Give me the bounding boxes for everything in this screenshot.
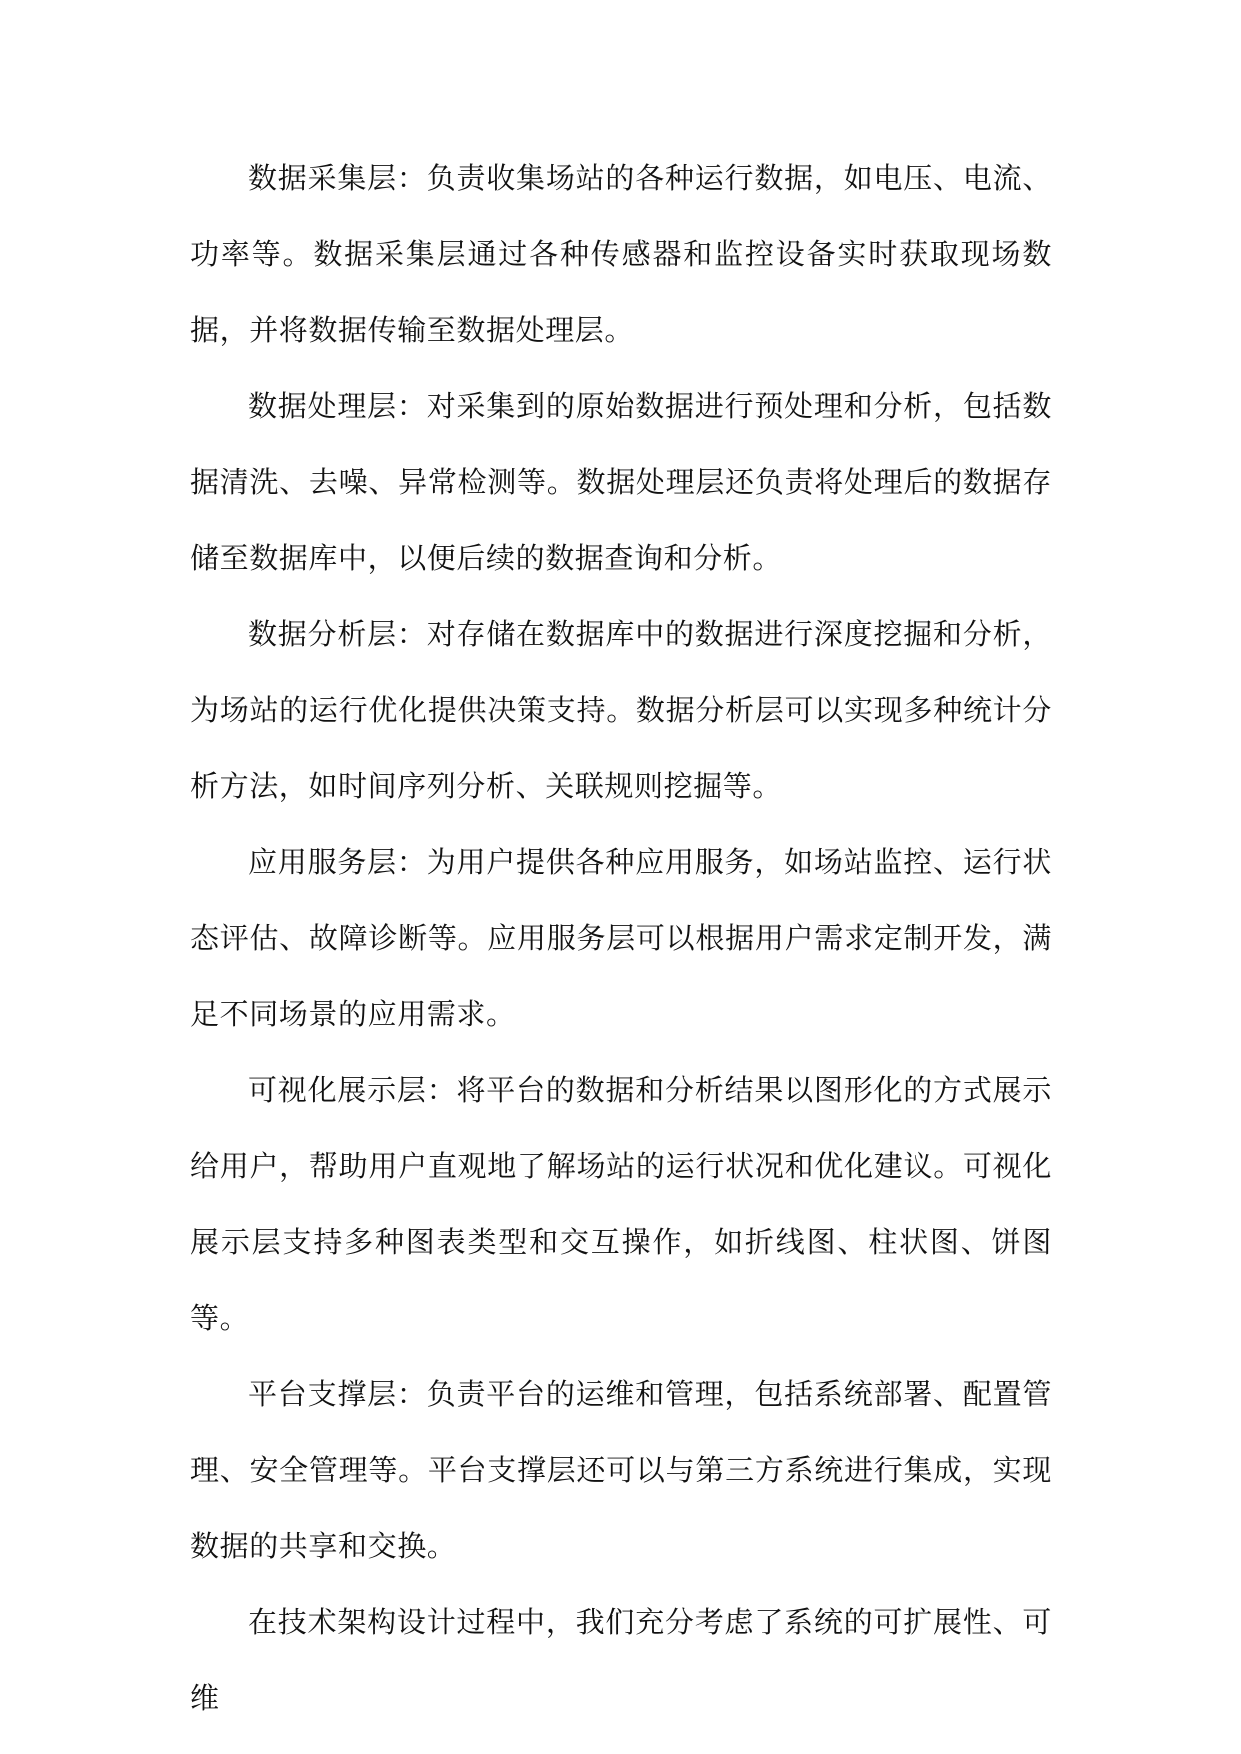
paragraph-visualization-layer: 可视化展示层：将平台的数据和分析结果以图形化的方式展示给用户，帮助用户直观地了解场站的运行状况和优化建议。可视化展示层支持多种图表类型和交互操作，如折线图、柱状图、饼图等。	[190, 1073, 1052, 1335]
document-body	[190, 140, 1052, 1736]
paragraph-data-collection-layer: 数据采集层：负责收集场站的各种运行数据，如电压、电流、功率等。数据采集层通过各种传感器和监控设备实时获取现场数据，并将数据传输至数据处理层。	[190, 161, 1052, 347]
paragraph-architecture-design: 在技术架构设计过程中，我们充分考虑了系统的可扩展性、可维	[190, 1605, 1052, 1715]
paragraph-data-processing-layer: 数据处理层：对采集到的原始数据进行预处理和分析，包括数据清洗、去噪、异常检测等。数据处理层还负责将处理后的数据存储至数据库中，以便后续的数据查询和分析。	[190, 389, 1052, 575]
paragraph-application-service-layer: 应用服务层：为用户提供各种应用服务，如场站监控、运行状态评估、故障诊断等。应用服务层可以根据用户需求定制开发，满足不同场景的应用需求。	[190, 845, 1052, 1031]
paragraph-data-analysis-layer: 数据分析层：对存储在数据库中的数据进行深度挖掘和分析，为场站的运行优化提供决策支持。数据分析层可以实现多种统计分析方法，如时间序列分析、关联规则挖掘等。	[190, 617, 1052, 803]
paragraph-platform-support-layer: 平台支撑层：负责平台的运维和管理，包括系统部署、配置管理、安全管理等。平台支撑层还可以与第三方系统进行集成，实现数据的共享和交换。	[190, 1377, 1052, 1563]
